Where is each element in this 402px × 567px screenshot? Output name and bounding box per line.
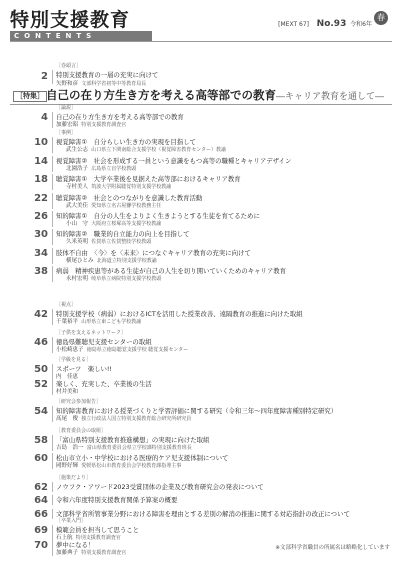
author-role: 山口県立下関南総合支援学校（視覚障害教育センター）教諭 — [91, 147, 227, 153]
author-line: 矢野和彦 文部科学省初等中等教育局長 — [56, 81, 147, 87]
article-title[interactable]: 肢体不自由 〈今〉を〈未来〉につなぐキャリア教育の充実に向けて — [56, 249, 251, 257]
divider — [52, 266, 53, 282]
issue-info — [278, 19, 372, 30]
page-number: 42 — [34, 309, 48, 320]
article-title[interactable]: 視覚障害② 社会を形成する一員という意識をもつ高等の職種とキャリアデザイン — [56, 157, 292, 165]
author-role: 愛知県立名古屋聾学校教務主任 — [91, 203, 162, 209]
divider — [52, 540, 53, 556]
section-label: ［施策だより］ — [56, 475, 92, 481]
author-name: 寺村美人 — [66, 184, 89, 190]
author-name: 武生公志 — [66, 147, 89, 153]
author-role: 愛媛県松山市教育委員会学校教育課指導主事 — [81, 463, 182, 469]
author-name: 小松崎恵子 — [56, 347, 84, 353]
author-role: 特別支援教育調査官 — [75, 535, 121, 541]
author-line — [56, 318, 141, 326]
author-name: 内 佳恵 — [56, 374, 79, 380]
divider — [52, 406, 53, 422]
page-number: 69 — [34, 525, 48, 536]
section-label: ［子供を支えるネットワーク］ — [56, 330, 127, 336]
divider — [52, 364, 53, 380]
divider — [52, 482, 53, 492]
author-role: 北海道立特別支援学校教諭 — [96, 258, 157, 264]
author-name: 横尾ひとみ — [66, 258, 94, 264]
author-name: 久米英明 — [66, 239, 89, 245]
season-icon: 春 — [374, 11, 388, 25]
page-number: 26 — [34, 211, 48, 222]
page-number: 14 — [34, 156, 48, 167]
article-title[interactable]: 知的障害教育における授業づくりと学習評価に関する研究（令和三年～四年度障害種別特定研究） — [56, 407, 338, 415]
divider — [52, 309, 53, 325]
divider — [52, 248, 53, 264]
page-number: 62 — [34, 482, 48, 493]
article-title[interactable]: 自己の在り方生き方を考える高等部での教育 — [56, 113, 184, 121]
issue-year: 令和6年 — [350, 21, 372, 28]
page-number: 10 — [34, 137, 48, 148]
article-title[interactable]: 特別支援教育の一層の充実に向けて — [56, 71, 159, 79]
author-line — [66, 146, 226, 154]
author-role: 岐阜県立病院特別支援学校教頭 — [91, 276, 162, 282]
divider — [52, 193, 53, 209]
page-number: 54 — [34, 406, 48, 417]
divider — [52, 174, 53, 190]
article-title[interactable]: 病弱 精神疾患等がある生徒が自己の人生を切り開いていくためのキャリア教育 — [56, 267, 287, 275]
article-title[interactable]: 「富山県特別支援教育推進構想」の実現に向けた取組 — [56, 436, 210, 444]
page-number: 18 — [34, 174, 48, 185]
page-number: 34 — [34, 248, 48, 259]
divider — [52, 453, 53, 469]
author-role: 特別支援教育調査官 — [81, 122, 127, 128]
author-role: 山形県立東こども学校教諭 — [81, 319, 142, 325]
feature-tag: ［特集］ — [13, 91, 47, 102]
article-title[interactable]: 知的障害① 自分の人生をよりよく生きようとする生徒を育てるために — [56, 212, 260, 220]
article-title[interactable]: 聴覚障害① 大学卒業後を見据えた高等部におけるキャリア教育 — [56, 175, 241, 183]
page-number: 58 — [34, 435, 48, 446]
author-role: 富山県教育委員会県立学校課特別支援教育班長 — [86, 445, 192, 451]
feature-title: 自己の在り方生き方を考える高等部での教育―キャリア教育を通して― — [46, 88, 385, 102]
author-line — [56, 121, 126, 129]
article-title[interactable]: 楽しく、充実した、卒業後の生活 — [56, 380, 152, 388]
section-label: ［視点］ — [56, 302, 77, 308]
author-role: 特別支援教育調査官 — [81, 550, 127, 556]
article-title[interactable]: 視覚障害① 自分らしい生き方の実現を目指して — [56, 138, 196, 146]
divider — [52, 525, 53, 541]
author-name: 永村宏明 — [66, 276, 89, 282]
page-number: 46 — [34, 337, 48, 348]
divider — [52, 70, 53, 84]
article-title[interactable]: 松山市立小・中学校における医療的ケア児支援体制について — [56, 454, 229, 462]
author-line — [56, 549, 126, 557]
article-title[interactable]: 文部科学省所管事業分野における障害を理由とする差別の解消の推進に関する対応指針の改正について — [56, 510, 350, 518]
author-line — [56, 388, 81, 396]
section-label: ［論説］ — [56, 105, 77, 111]
article-title[interactable]: 徳島県難聴児支援センターの取組 — [56, 338, 152, 346]
article-title[interactable]: ノウフク・アワード2023受賞団体の企業及び教育研究会の発表について — [56, 483, 264, 491]
magazine-title: 特別支援教育 — [10, 9, 131, 31]
article-title[interactable]: 令和六年度特別支援教育関係予算案の概要 — [56, 496, 178, 504]
mext-code: [MEXT 67] — [278, 21, 310, 28]
author-name: 千葉裕平 — [56, 319, 79, 325]
author-line — [56, 444, 192, 452]
author-line — [56, 415, 191, 423]
author-name: 小山 守 — [66, 221, 89, 227]
divider — [52, 495, 53, 505]
section-label: ［事例］ — [56, 130, 77, 136]
page-number: 30 — [34, 229, 48, 240]
article-title[interactable]: 聴覚障害② 社会とのつながりを意識した教育活動 — [56, 194, 203, 202]
author-name: 加藤宏昭 — [56, 122, 79, 128]
article-title[interactable]: 知的障害② 職業的自立能力の向上を目指して — [56, 230, 190, 238]
page-number: 22 — [34, 193, 48, 204]
section-label: ［研究会参加報告］ — [56, 399, 102, 405]
divider — [52, 379, 53, 395]
author-name: 加藤典子 — [56, 550, 79, 556]
author-line — [56, 462, 181, 470]
page-number: 2 — [41, 71, 48, 82]
author-role: 筑波大学附属聴覚特別支援学校教諭 — [91, 184, 172, 190]
author-role: 佐賀県立佐賀整肢学校教頭 — [91, 239, 152, 245]
article-title[interactable]: 夢中になる！ — [56, 541, 95, 549]
section-label: ［卒業入門］ — [56, 518, 87, 524]
divider — [52, 337, 53, 353]
section-label: ［巻頭言］ — [56, 63, 82, 69]
divider — [52, 156, 53, 172]
divider — [52, 229, 53, 245]
author-name: 北園浩子 — [66, 166, 89, 172]
article-title[interactable]: 特別支援学校（病弱）におけるICTを活用した授業改善、遠隔教育の推進に向けた取組 — [56, 310, 303, 318]
author-role: 大阪府立桜塚高等支援学校教諭 — [91, 221, 162, 227]
page-number: 4 — [41, 112, 48, 123]
author-line — [66, 238, 151, 246]
page-number: 60 — [34, 453, 48, 464]
author-name: 村井美和 — [56, 389, 79, 395]
article-title[interactable]: スポーツ 楽しい!! — [56, 365, 112, 373]
author-line — [66, 165, 136, 173]
issue-number: No.93 — [316, 19, 347, 29]
footnote: ※文部科学省職員の所属名は略略化しています — [275, 545, 390, 551]
contents-label: CONTENTS — [10, 31, 152, 41]
author-name: 吉島 浩一 — [56, 445, 84, 451]
section-label: ［学級を見る］ — [56, 357, 92, 363]
author-line — [66, 220, 161, 228]
author-line — [66, 202, 161, 210]
divider — [52, 112, 53, 128]
section-label: ［教育委員会の取組］ — [56, 428, 107, 434]
author-name: 武大美佳 — [66, 203, 89, 209]
divider — [52, 137, 53, 153]
author-role: 広島県立盲学校教頭 — [91, 166, 137, 172]
divider — [52, 435, 53, 451]
author-line — [66, 275, 161, 283]
author-name: 石上航 — [56, 535, 73, 541]
author-line — [56, 346, 188, 354]
page-number: 52 — [34, 379, 48, 390]
author-role: 独立行政法人国立特別支援教育総合研究所研究員 — [81, 416, 192, 422]
author-name: 岡野好輝 — [56, 463, 79, 469]
page-number: 38 — [34, 266, 48, 277]
page-number: 64 — [34, 495, 48, 506]
page-number: 66 — [34, 509, 48, 520]
author-line — [66, 183, 171, 191]
author-role: 徳島県立徳島聴覚支援学校 聴覚支援センター — [86, 347, 189, 353]
author-line — [66, 257, 157, 265]
divider — [52, 509, 53, 519]
divider — [52, 211, 53, 227]
article-title[interactable]: 模範会員を担当して思うこと — [56, 526, 140, 534]
page-number: 70 — [34, 540, 48, 551]
author-name: 髙尾 俊 — [56, 416, 79, 422]
header-divider — [10, 41, 392, 42]
page-number: 50 — [34, 364, 48, 375]
